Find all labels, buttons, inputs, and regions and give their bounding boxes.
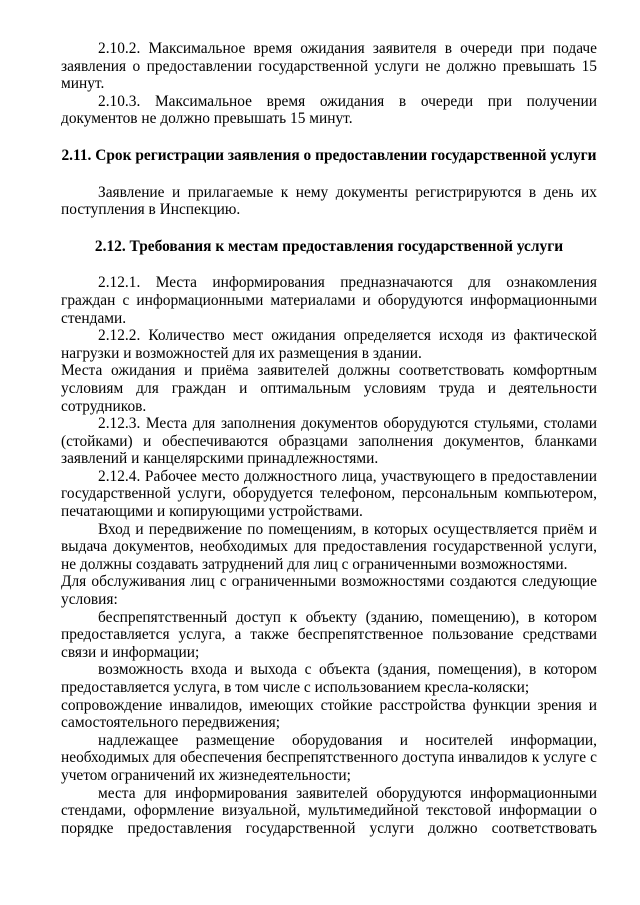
list-item-info-stands: места для информирования заявителей оборудуются информационными стендами, оформление визуальной, мультимедийной текстовой информации о порядке предоставления государственной услуги должно соответствовать [61,784,597,837]
paragraph-2-12-1: 2.12.1. Места информирования предназначаются для ознакомления граждан с информационными материалами и оборудуются информационными стендами. [61,274,597,327]
paragraph-2-12-2: 2.12.2. Количество мест ожидания определяется исходя из фактической нагрузки и возможностей для их размещения в здании. [61,327,597,362]
document-page [61,40,597,837]
paragraph-2-12-3: 2.12.3. Места для заполнения документов оборудуются стульями, столами (стойками) и обеспечиваются образцами заполнения документов, бланками заявлений и канцелярскими принадлежностями. [61,415,597,468]
paragraph-2-10-3: 2.10.3. Максимальное время ожидания в очереди при получении документов не должно превышать 15 минут. [61,92,597,128]
paragraph-2-12-4: 2.12.4. Рабочее место должностного лица, участвующего в предоставлении государственной услуги, оборудуется телефоном, персональным компьютером, печатающими и копирующими устройствами. [61,467,597,521]
paragraph-waiting-places: Места ожидания и приёма заявителей должны соответствовать комфортным условиям для граждан и оптимальным условиям труда и деятельности сотрудников. [61,362,597,415]
section-heading-2-11: 2.11. Срок регистрации заявления о предоставлении государственной услуги [61,146,597,164]
list-item-escort: сопровождение инвалидов, имеющих стойкие расстройства функции зрения и самостоятельного передвижения; [61,696,597,732]
list-item-equipment-placement: надлежащее размещение оборудования и носителей информации, необходимых для обеспечения беспрепятственного доступа инвалидов к услуге с учетом ограничений их жизнедеятельности; [61,731,597,784]
paragraph-entrance: Вход и передвижение по помещениям, в которых осуществляется приём и выдача документов, необходимых для предоставления государственной услуги, не должны создавать затруднений для лиц с ограниченными возможностями. [61,520,597,573]
paragraph-conditions-intro: Для обслуживания лиц с ограниченными возможностями создаются следующие условия: [61,573,597,609]
paragraph-registration: Заявление и прилагаемые к нему документы регистрируются в день их поступления в Инспекцию. [61,183,597,219]
list-item-unobstructed-access: беспрепятственный доступ к объекту (зданию, помещению), в котором предоставляется услуга, а также беспрепятственное пользование средствами связи и информации; [61,608,597,661]
paragraph-2-10-2: 2.10.2. Максимальное время ожидания заявителя в очереди при подаче заявления о предоставлении государственной услуги не должно превышать 15 минут. [61,40,597,93]
section-heading-2-12: 2.12. Требования к местам предоставления государственной услуги [94,237,564,255]
list-item-entry-exit: возможность входа и выхода с объекта (здания, помещения), в котором предоставляется услуга, в том числе с использованием кресла-коляски; [61,661,597,696]
